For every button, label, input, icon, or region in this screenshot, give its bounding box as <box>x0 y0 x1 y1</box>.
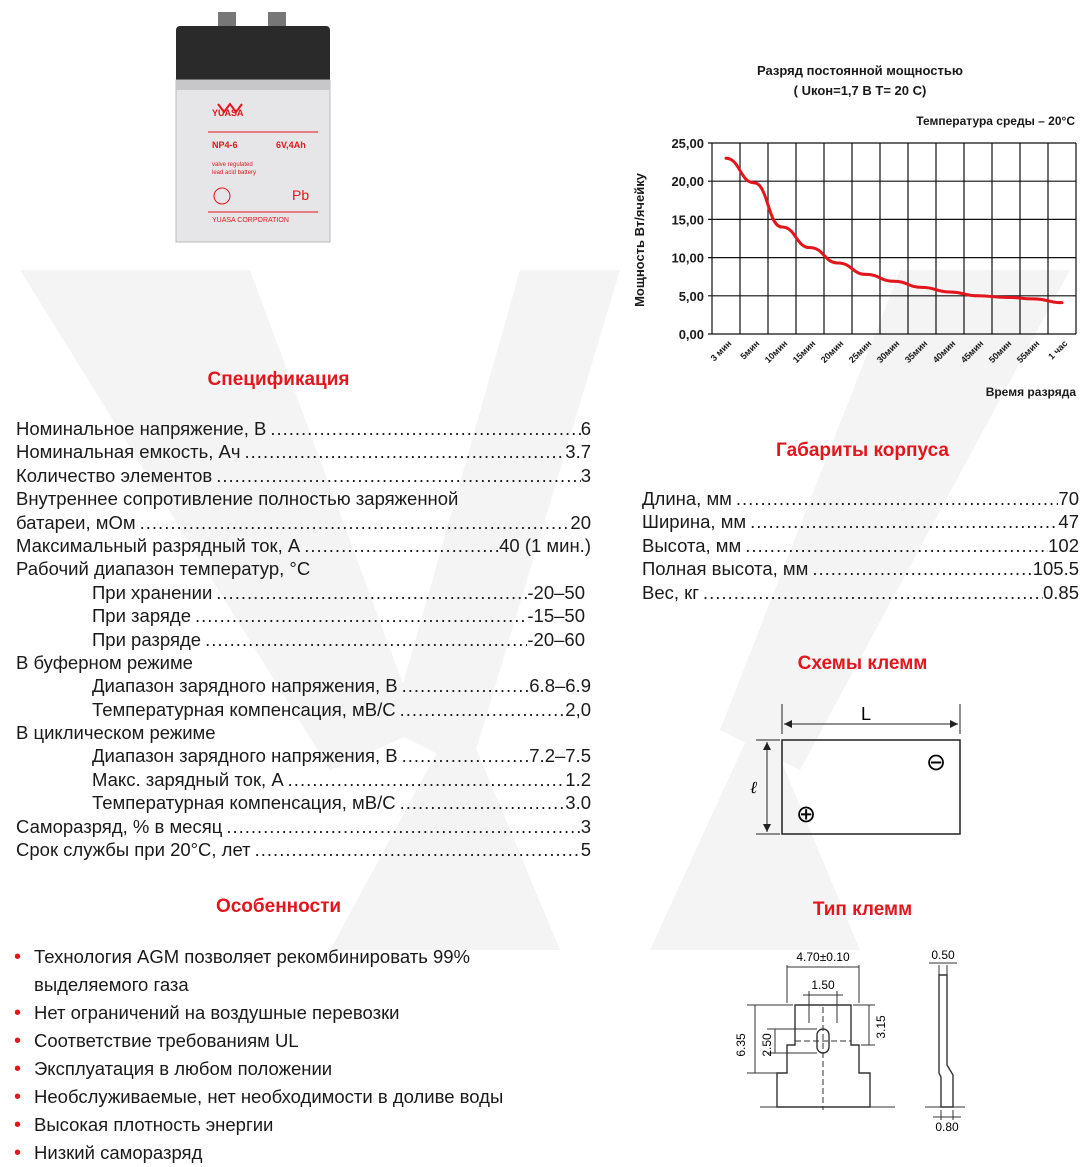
data-point <box>809 246 812 249</box>
x-tick-label: 30мин <box>874 338 902 365</box>
spec-label: При заряде <box>92 605 192 627</box>
negative-terminal-icon: ⊖ <box>925 748 947 776</box>
spec-label: Номинальное напряжение, В <box>16 418 267 439</box>
spec-value: 1.2 <box>565 768 591 790</box>
spec-label: Температурная компенсация, мВ/С <box>92 698 396 720</box>
leader-dots <box>398 744 530 767</box>
leader-dots <box>266 417 580 440</box>
chart-note: Температура среды – 20°С <box>916 114 1075 128</box>
data-point <box>921 286 924 289</box>
spec-row <box>16 487 591 510</box>
spec-value: 3.0 <box>565 792 591 814</box>
spec-label: В циклическом режиме <box>16 722 216 744</box>
spec-label: Количество элементов <box>16 464 213 486</box>
feature-item: • Высокая плотность энергии <box>14 1111 584 1139</box>
spec-label: Внутреннее сопротивление полностью заряженной <box>16 488 459 510</box>
spec-row <box>16 581 591 604</box>
leader-dots <box>222 815 580 838</box>
leader-dots <box>300 534 499 557</box>
battery-rating: 6V,4Ah <box>276 140 306 150</box>
spec-label: Диапазон зарядного напряжения, В <box>92 675 398 697</box>
dimension-row <box>642 487 1079 510</box>
leader-dots <box>741 534 1048 557</box>
data-point <box>949 290 952 293</box>
dimension-row <box>642 557 1079 580</box>
battery-pb: Pb <box>292 187 310 203</box>
spec-row <box>16 511 591 534</box>
spec-label: Номинальная емкость, Ач <box>16 441 241 463</box>
spec-value: 40 (1 мин.) <box>499 534 591 556</box>
battery-image <box>168 8 338 248</box>
x-tick-label: 55мин <box>1014 338 1042 365</box>
spec-value: 2,0 <box>565 698 591 720</box>
spec-value: -15–50 <box>527 605 585 627</box>
spec-row <box>16 674 591 697</box>
data-point <box>1033 297 1036 300</box>
battery-type-1: valve regulated <box>212 162 253 168</box>
leader-dots <box>212 581 527 604</box>
x-tick-label: 10мин <box>762 338 790 365</box>
leader-dots <box>732 487 1059 510</box>
data-point <box>865 273 868 276</box>
y-tick-label: 25,00 <box>671 136 704 151</box>
spec-label: Макс. зарядный ток, А <box>92 768 284 790</box>
terminal-layout-diagram <box>740 698 970 838</box>
x-tick-label: 25мин <box>846 338 874 365</box>
dim-total-width: 4.70±0.10 <box>796 950 850 964</box>
spec-row <box>16 417 591 440</box>
spec-row <box>16 698 591 721</box>
leader-dots <box>136 511 571 534</box>
y-tick-label: 0,00 <box>678 327 704 342</box>
leader-dots <box>396 791 566 814</box>
battery-brand: YUASA <box>212 108 244 118</box>
feature-item: • Соответствие требованиям UL <box>14 1027 584 1055</box>
x-tick-label: 1 час <box>1046 338 1070 362</box>
feature-item: • Низкий саморазряд <box>14 1139 584 1167</box>
data-point <box>1061 301 1064 304</box>
battery-type-2: lead acid battery <box>212 170 257 176</box>
spec-row <box>16 744 591 767</box>
spec-row <box>16 721 591 744</box>
leader-dots <box>808 557 1032 580</box>
x-tick-label: 15мин <box>790 338 818 365</box>
spec-label: батареи, мОм <box>16 511 136 533</box>
leader-dots <box>212 464 580 487</box>
dimension-label: Вес, кг <box>642 581 699 603</box>
spec-value: 6 <box>580 418 591 439</box>
spec-row <box>16 534 591 557</box>
spec-label: Диапазон зарядного напряжения, В <box>92 745 398 767</box>
dim-bottom-thickness: 0.80 <box>935 1120 959 1134</box>
spec-value: 20 <box>570 511 591 533</box>
features-title: Особенности <box>215 896 342 917</box>
battery-model: NP4-6 <box>212 140 238 150</box>
spec-row <box>16 464 591 487</box>
dimension-value: 105.5 <box>1032 558 1079 580</box>
x-tick-label: 40мин <box>930 338 958 365</box>
battery-corp: YUASA CORPORATION <box>212 217 289 224</box>
dimension-value: 102 <box>1048 534 1079 556</box>
dimension-row <box>642 534 1079 557</box>
spec-row <box>16 440 591 463</box>
dimensions-list <box>642 487 1079 604</box>
spec-value: 3.7 <box>565 441 591 463</box>
spec-label: При разряде <box>92 628 202 650</box>
spec-value: -20–60 <box>527 628 585 650</box>
y-tick-label: 15,00 <box>671 212 704 228</box>
spec-value: 6.8–6.9 <box>529 675 591 697</box>
spec-row <box>16 791 591 814</box>
y-tick-label: 20,00 <box>671 174 704 190</box>
leader-dots <box>241 440 566 463</box>
leader-dots <box>699 581 1043 604</box>
data-point <box>893 280 896 283</box>
discharge-chart <box>620 55 1085 405</box>
chart-subtitle: ( Uкон=1,7 В T= 20 С) <box>793 83 927 98</box>
dim-hole-width: 1.50 <box>811 978 835 992</box>
dim-slot-height: 3.15 <box>874 1015 888 1039</box>
spec-label: Температурная компенсация, мВ/С <box>92 792 396 814</box>
spec-row <box>16 838 591 861</box>
x-tick-label: 50мин <box>986 338 1014 365</box>
leader-dots <box>398 674 530 697</box>
x-tick-label: 5мин <box>738 338 762 362</box>
feature-item: • Нет ограничений на воздушные перевозки <box>14 999 584 1027</box>
leader-dots <box>284 768 566 791</box>
terminal-layout-title: Схемы клемм <box>797 653 928 674</box>
dimension-label: Длина, мм <box>642 488 732 509</box>
spec-row <box>16 815 591 838</box>
dimension-label: Высота, мм <box>642 534 742 556</box>
spec-value: -20–50 <box>527 581 585 603</box>
leader-dots <box>396 698 566 721</box>
chart-title: Разряд постоянной мощностью <box>757 63 963 78</box>
dimensions-title: Габариты корпуса <box>776 440 949 461</box>
dim-hole-height: 2.50 <box>760 1033 774 1057</box>
dimension-value: 47 <box>1058 511 1079 533</box>
chart-ylabel: Мощность Вт/ячейку <box>632 173 647 307</box>
spec-label: Максимальный разрядный ток, А <box>16 534 301 556</box>
length-label: L <box>860 704 872 724</box>
leader-dots <box>191 604 527 627</box>
dim-top-thickness: 0.50 <box>931 948 955 962</box>
y-tick-label: 10,00 <box>671 250 704 266</box>
spec-label: Рабочий диапазон температур, °С <box>16 558 311 580</box>
feature-item: • Необслуживаемые, нет необходимости в доливе воды <box>14 1083 584 1111</box>
leader-dots <box>251 838 581 861</box>
dimension-label: Полная высота, мм <box>642 558 809 580</box>
data-point <box>837 261 840 264</box>
spec-row <box>16 628 591 651</box>
leader-dots <box>201 628 527 651</box>
spec-label: В буферном режиме <box>16 651 193 673</box>
data-point <box>753 181 756 184</box>
data-point <box>725 157 728 160</box>
dimension-row <box>642 510 1079 533</box>
spec-row <box>16 651 591 674</box>
dimension-label: Ширина, мм <box>642 511 747 533</box>
dimension-row <box>642 581 1079 604</box>
data-point <box>1005 296 1008 299</box>
spec-value: 3 <box>580 815 591 837</box>
spec-label: Срок службы при 20°С, лет <box>16 839 251 861</box>
width-label: ℓ <box>750 778 758 797</box>
terminal-type-diagram <box>725 945 975 1135</box>
y-tick-label: 5,00 <box>678 288 704 304</box>
features-list <box>14 943 584 1167</box>
feature-item: • Эксплуатация в любом положении <box>14 1055 584 1083</box>
positive-terminal-icon: ⊕ <box>795 800 817 828</box>
terminal-type-title: Тип клемм <box>812 899 913 920</box>
x-tick-label: 20мин <box>818 338 846 365</box>
spec-title: Спецификация <box>207 369 350 390</box>
spec-list <box>16 417 591 861</box>
spec-label: При хранении <box>92 581 213 603</box>
spec-label: Саморазряд, % в месяц <box>16 815 223 837</box>
spec-row <box>16 557 591 580</box>
leader-dots <box>746 510 1058 533</box>
spec-value: 3 <box>580 464 591 486</box>
dim-total-height: 6.35 <box>734 1033 748 1057</box>
spec-value: 7.2–7.5 <box>529 745 591 767</box>
x-tick-label: 3 мин <box>708 338 734 364</box>
feature-item: • Технология AGM позволяет рекомбинировать 99% выделяемого газа <box>14 943 584 999</box>
data-point <box>781 226 784 229</box>
chart-xlabel: Время разряда <box>985 385 1076 399</box>
spec-row <box>16 604 591 627</box>
dimension-value: 70 <box>1058 488 1079 509</box>
x-tick-label: 45мин <box>958 338 986 365</box>
x-tick-label: 35мин <box>902 338 930 365</box>
spec-row <box>16 768 591 791</box>
data-point <box>977 294 980 297</box>
spec-value: 5 <box>580 839 591 861</box>
dimension-value: 0.85 <box>1042 581 1079 603</box>
